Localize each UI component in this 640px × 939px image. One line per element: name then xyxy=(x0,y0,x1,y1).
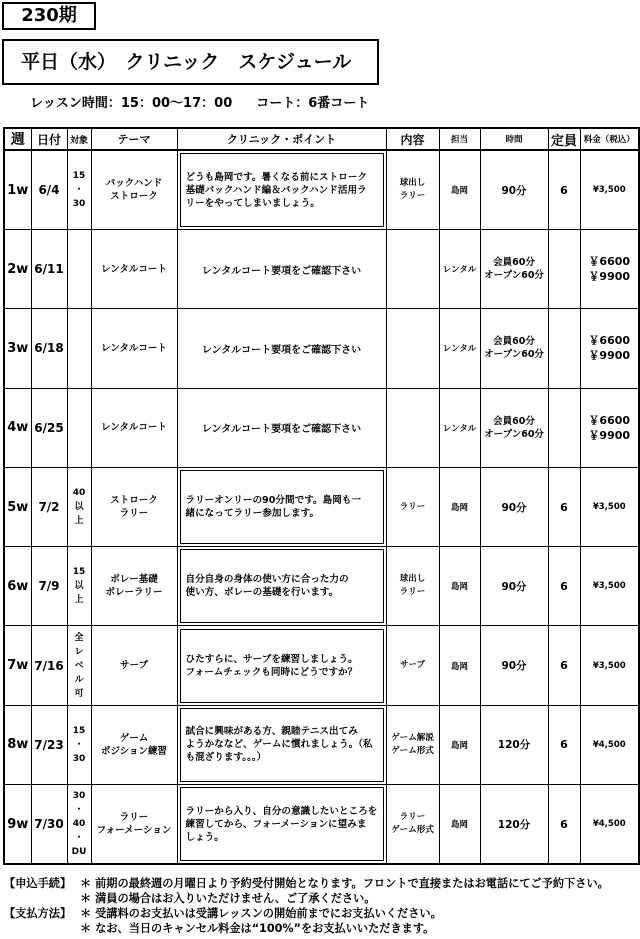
point-text: どうも島岡です。暑くなる前にストローク 基礎バックハンド編＆バックハンド活用ラ リーをやってしまいましょう。 xyxy=(180,153,384,227)
schedule-row xyxy=(4,547,639,626)
capacity-cell: 6 xyxy=(548,705,580,784)
point-text: 自分自身の身体の使い方に合った力の 使い方、ボレーの基礎を行います。 xyxy=(180,549,384,623)
week-cell: 6w xyxy=(4,547,31,626)
schedule-row xyxy=(4,785,639,865)
fee-cell: ¥3,500 xyxy=(580,547,639,626)
duration-cell: 120分 xyxy=(480,785,548,865)
payment-lines xyxy=(80,906,442,936)
application-note: ＊ 満員の場合はお入りいただけません、ご了承ください。 xyxy=(80,892,376,905)
theme-cell: ゲーム ポジション練習 xyxy=(91,705,177,784)
schedule-row xyxy=(4,150,639,230)
content-cell: 球出し ラリー xyxy=(386,547,439,626)
header-target: 対象 xyxy=(67,128,91,150)
duration-cell: 90分 xyxy=(480,626,548,705)
coach-cell: レンタル xyxy=(439,230,480,309)
period-label: 230期 xyxy=(2,2,96,30)
fee-cell: ¥4,500 xyxy=(580,705,639,784)
coach-cell: 島岡 xyxy=(439,467,480,546)
theme-cell: レンタルコート xyxy=(91,309,177,388)
header-row xyxy=(4,128,639,150)
point-text: ラリーから入り、自分の意識したいところを 練習してから、フォーメーションに望みま しょう。 xyxy=(180,787,384,861)
point-cell xyxy=(177,785,386,865)
theme-cell: ボレー基礎 ボレーラリー xyxy=(91,547,177,626)
schedule-row xyxy=(4,309,639,388)
application-lines xyxy=(80,876,609,906)
header-coach: 担当 xyxy=(439,128,480,150)
header-fee: 料金（税込） xyxy=(580,128,639,150)
header-capacity: 定員 xyxy=(548,128,580,150)
application-label: 【申込手続】 xyxy=(4,877,72,890)
content-cell: サーブ xyxy=(386,626,439,705)
target-cell xyxy=(67,388,91,467)
date-cell: 7/16 xyxy=(31,626,67,705)
week-cell: 5w xyxy=(4,467,31,546)
theme-cell: レンタルコート xyxy=(91,230,177,309)
header-date: 日付 xyxy=(31,128,67,150)
header-week: 週 xyxy=(4,128,31,150)
target-cell xyxy=(67,230,91,309)
date-cell: 6/25 xyxy=(31,388,67,467)
point-text: レンタルコート要項をご確認下さい xyxy=(201,265,362,277)
content-cell xyxy=(386,388,439,467)
date-cell: 6/18 xyxy=(31,309,67,388)
coach-cell: 島岡 xyxy=(439,626,480,705)
coach-cell: レンタル xyxy=(439,388,480,467)
coach-cell: 島岡 xyxy=(439,785,480,865)
theme-cell: ラリー フォーメーション xyxy=(91,785,177,865)
capacity-cell xyxy=(548,230,580,309)
date-cell: 7/9 xyxy=(31,547,67,626)
schedule-row xyxy=(4,467,639,546)
coach-cell: 島岡 xyxy=(439,705,480,784)
date-cell: 6/4 xyxy=(31,150,67,230)
fee-cell: ¥4,500 xyxy=(580,785,639,865)
point-cell xyxy=(177,388,386,467)
payment-note: ＊ 受講料のお支払いは受講レッスンの開始前までにお支払いください。 xyxy=(80,907,442,920)
content-cell: ゲーム解説 ゲーム形式 xyxy=(386,705,439,784)
capacity-cell: 6 xyxy=(548,626,580,705)
content-cell xyxy=(386,309,439,388)
content-cell: ラリー ゲーム形式 xyxy=(386,785,439,865)
week-cell: 7w xyxy=(4,626,31,705)
week-cell: 1w xyxy=(4,150,31,230)
coach-cell: 島岡 xyxy=(439,547,480,626)
date-cell: 7/2 xyxy=(31,467,67,546)
point-cell xyxy=(177,150,386,230)
header-content: 内容 xyxy=(386,128,439,150)
theme-cell: ストローク ラリー xyxy=(91,467,177,546)
week-cell: 3w xyxy=(4,309,31,388)
schedule-row xyxy=(4,230,639,309)
duration-cell: 90分 xyxy=(480,150,548,230)
week-cell: 4w xyxy=(4,388,31,467)
coach-cell: 島岡 xyxy=(439,150,480,230)
target-cell: 15 ・ 30 xyxy=(67,150,91,230)
target-cell: 15 以 上 xyxy=(67,547,91,626)
point-text: レンタルコート要項をご確認下さい xyxy=(201,344,362,356)
target-cell: 40 以 上 xyxy=(67,467,91,546)
week-cell: 9w xyxy=(4,785,31,865)
header-theme: テーマ xyxy=(91,128,177,150)
date-cell: 7/23 xyxy=(31,705,67,784)
page-title: 平日（水） クリニック スケジュール xyxy=(2,39,379,85)
schedule-table xyxy=(3,127,640,865)
theme-cell: レンタルコート xyxy=(91,388,177,467)
duration-cell: 会員60分 オープン60分 xyxy=(480,388,548,467)
payment-note: ＊ なお、当日のキャンセル料金は“100%”をお支払いいただきます。 xyxy=(80,922,435,935)
coach-cell: レンタル xyxy=(439,309,480,388)
target-cell: 15 ・ 30 xyxy=(67,705,91,784)
capacity-cell xyxy=(548,388,580,467)
duration-cell: 120分 xyxy=(480,705,548,784)
point-cell xyxy=(177,309,386,388)
target-cell xyxy=(67,309,91,388)
point-cell xyxy=(177,626,386,705)
point-text: 試合に興味がある方、親睦テニス出てみ ようかななど、ゲームに慣れましょう。（私 も混ざります。。。） xyxy=(180,708,384,782)
content-cell: ラリー xyxy=(386,467,439,546)
week-cell: 8w xyxy=(4,705,31,784)
fee-cell: ¥3,500 xyxy=(580,626,639,705)
header-duration: 時間 xyxy=(480,128,548,150)
theme-cell: バックハンド ストローク xyxy=(91,150,177,230)
point-cell xyxy=(177,467,386,546)
application-note: ＊ 前期の最終週の月曜日より予約受付開始となります。フロントで直接またはお電話にてご予約下さい。 xyxy=(80,877,609,890)
header-point: クリニック・ポイント xyxy=(177,128,386,150)
schedule-row xyxy=(4,626,639,705)
lesson-time: レッスン時間：15：00～17：00 xyxy=(30,96,233,111)
fee-cell: ￥6600 ￥9900 xyxy=(580,309,639,388)
fee-cell: ￥6600 ￥9900 xyxy=(580,388,639,467)
target-cell: 30 ・ 40 ・ DU xyxy=(67,785,91,865)
schedule-row xyxy=(4,705,639,784)
point-text: ラリーオンリーの90分間です。島岡も一 緒になってラリー参加します。 xyxy=(180,470,384,544)
schedule-row xyxy=(4,388,639,467)
date-cell: 6/11 xyxy=(31,230,67,309)
payment-label: 【支払方法】 xyxy=(4,907,72,920)
lesson-info xyxy=(30,96,369,112)
week-cell: 2w xyxy=(4,230,31,309)
duration-cell: 会員60分 オープン60分 xyxy=(480,309,548,388)
point-text: レンタルコート要項をご確認下さい xyxy=(201,424,362,436)
target-cell: 全 レ ベ ル 可 xyxy=(67,626,91,705)
content-cell: 球出し ラリー xyxy=(386,150,439,230)
court-info: コート：6番コート xyxy=(256,96,370,111)
point-cell xyxy=(177,230,386,309)
capacity-cell: 6 xyxy=(548,467,580,546)
fee-cell: ￥6600 ￥9900 xyxy=(580,230,639,309)
capacity-cell: 6 xyxy=(548,547,580,626)
duration-cell: 会員60分 オープン60分 xyxy=(480,230,548,309)
notes-section xyxy=(4,876,636,936)
capacity-cell xyxy=(548,309,580,388)
capacity-cell: 6 xyxy=(548,150,580,230)
duration-cell: 90分 xyxy=(480,547,548,626)
application-notes xyxy=(4,876,636,906)
point-cell xyxy=(177,547,386,626)
date-cell: 7/30 xyxy=(31,785,67,865)
fee-cell: ¥3,500 xyxy=(580,150,639,230)
content-cell xyxy=(386,230,439,309)
theme-cell: サーブ xyxy=(91,626,177,705)
capacity-cell: 6 xyxy=(548,785,580,865)
point-cell xyxy=(177,705,386,784)
payment-notes xyxy=(4,906,636,936)
duration-cell: 90分 xyxy=(480,467,548,546)
point-text: ひたすらに、サーブを練習しましょう。 フォームチェックも同時にどうですか？ xyxy=(180,629,384,703)
fee-cell: ¥3,500 xyxy=(580,467,639,546)
